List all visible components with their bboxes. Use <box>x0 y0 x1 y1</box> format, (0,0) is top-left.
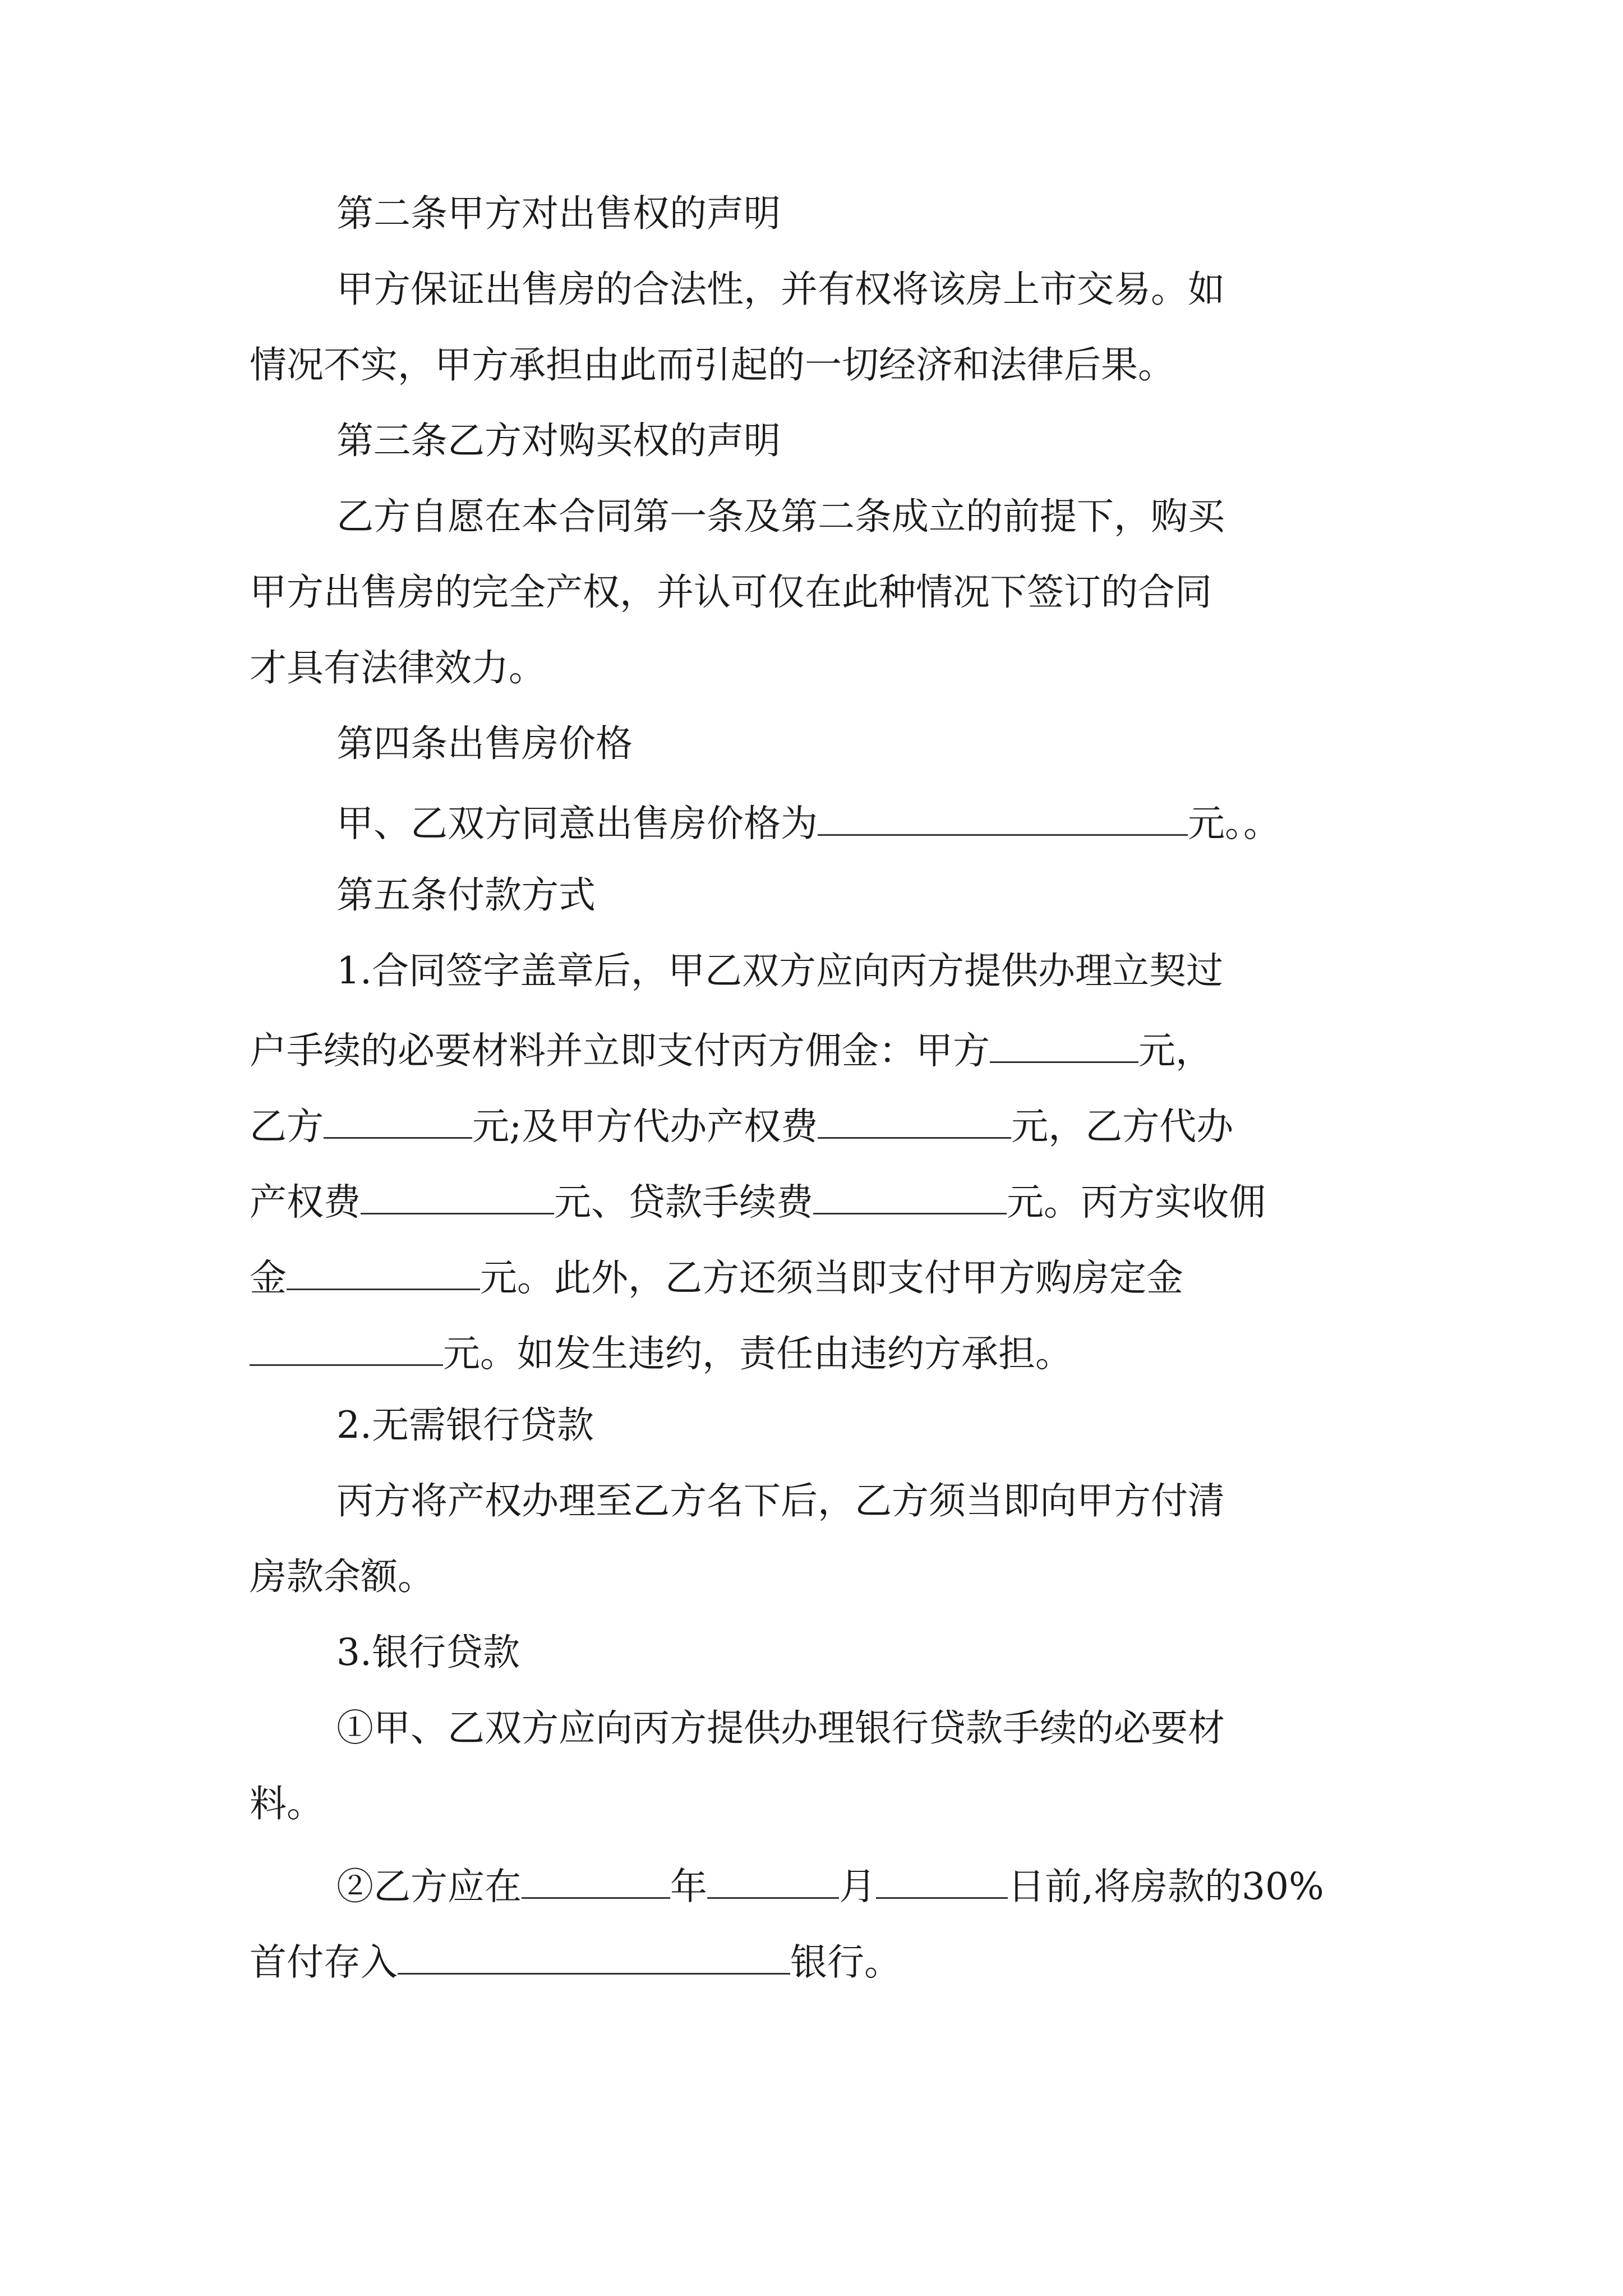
text-line-art5-item3-2a <box>336 1864 1623 1908</box>
text-line-art3-heading <box>336 419 1623 462</box>
text-segment: 乙方自愿在本合同第一条及第二条成立的前提下，购买 <box>336 495 1225 538</box>
text-segment: 首付存入 <box>250 1940 398 1984</box>
text-line-art5-item2-2 <box>250 1555 1623 1598</box>
text-line-art3-body-1 <box>336 495 1623 538</box>
text-segment: 3.银行贷款 <box>336 1631 520 1674</box>
text-segment: 年 <box>670 1865 707 1908</box>
text-segment: 乙方 <box>250 1105 324 1148</box>
fill-in-blank <box>361 1180 554 1214</box>
text-line-art2-body-1 <box>336 268 1623 311</box>
fill-in-blank <box>813 1180 1007 1214</box>
text-segment: 元。。 <box>1188 802 1280 845</box>
text-line-art5-item1-5 <box>250 1255 1623 1300</box>
text-segment: 元，乙方代办 <box>1011 1105 1234 1148</box>
text-segment: 元、贷款手续费 <box>554 1180 813 1224</box>
text-segment: 丙方将产权办理至乙方名下后，乙方须当即向甲方付清 <box>336 1479 1225 1522</box>
fill-in-blank <box>398 1940 790 1975</box>
text-segment: 元。此外，乙方还须当即支付甲方购房定金 <box>480 1256 1183 1300</box>
text-segment: 第三条乙方对购买权的声明 <box>336 419 781 462</box>
text-line-art4-heading <box>336 722 1623 765</box>
text-segment: 甲方保证出售房的合法性，并有权将该房上市交易。如 <box>336 268 1225 311</box>
fill-in-blank <box>818 801 1188 836</box>
text-line-art3-body-2 <box>250 570 1623 614</box>
text-segment: 第二条甲方对出售权的声明 <box>336 192 781 235</box>
text-segment: 元;及甲方代办产权费 <box>472 1105 818 1148</box>
text-segment: 元。丙方实收佣 <box>1007 1180 1266 1224</box>
text-line-art5-item1-4 <box>250 1180 1623 1224</box>
fill-in-blank <box>522 1864 670 1899</box>
text-segment: ②乙方应在 <box>336 1865 522 1908</box>
text-segment: 房款余额。 <box>250 1555 435 1598</box>
text-line-art5-item3-h <box>336 1631 1623 1674</box>
text-line-art5-item1-1 <box>336 949 1623 992</box>
text-line-art5-item2-1 <box>336 1479 1623 1522</box>
text-line-art5-item1-2 <box>250 1028 1623 1073</box>
text-segment: 元， <box>1138 1029 1212 1073</box>
text-segment: 1.合同签字盖章后，甲乙双方应向丙方提供办理立契过 <box>336 949 1223 992</box>
text-segment: 情况不实，甲方承担由此而引起的一切经济和法律后果。 <box>250 343 1175 386</box>
text-segment: 元。如发生违约，责任由违约方承担。 <box>443 1332 1072 1375</box>
text-line-art5-item3-1a <box>336 1706 1623 1750</box>
text-segment: 2.无需银行贷款 <box>336 1404 594 1447</box>
text-line-art4-body-1 <box>336 801 1623 845</box>
text-segment: 户手续的必要材料并立即支付丙方佣金：甲方 <box>250 1029 990 1073</box>
text-segment: 才具有法律效力。 <box>250 646 546 689</box>
text-segment: 料。 <box>250 1782 324 1825</box>
text-segment: 产权费 <box>250 1180 361 1224</box>
text-line-art5-item3-1b <box>250 1782 1623 1825</box>
text-line-art5-item1-6 <box>250 1331 1623 1375</box>
fill-in-blank <box>287 1255 480 1290</box>
text-segment: 第四条出售房价格 <box>336 722 633 765</box>
text-segment: 甲、乙双方同意出售房价格为 <box>336 802 818 845</box>
text-line-art5-item2-h <box>336 1404 1623 1447</box>
text-segment: 月 <box>839 1865 876 1908</box>
text-segment: 第五条付款方式 <box>336 873 596 917</box>
text-segment: 日前,将房款的30% <box>1008 1865 1324 1908</box>
text-line-art2-body-2 <box>250 343 1623 386</box>
text-segment: 银行。 <box>790 1940 901 1984</box>
fill-in-blank <box>250 1331 443 1366</box>
text-line-art5-item3-2b <box>250 1940 1623 1984</box>
fill-in-blank <box>324 1104 472 1139</box>
text-line-art5-heading <box>336 873 1623 917</box>
text-line-art5-item1-3 <box>250 1104 1623 1148</box>
text-segment: 金 <box>250 1256 287 1300</box>
fill-in-blank <box>707 1864 839 1899</box>
fill-in-blank <box>876 1864 1008 1899</box>
fill-in-blank <box>990 1028 1138 1063</box>
text-line-art2-heading <box>336 192 1623 235</box>
text-segment: 甲方出售房的完全产权，并认可仅在此种情况下签订的合同 <box>250 570 1212 614</box>
text-line-art3-body-3 <box>250 646 1623 689</box>
text-segment: ①甲、乙双方应向丙方提供办理银行贷款手续的必要材 <box>336 1706 1225 1750</box>
fill-in-blank <box>818 1104 1011 1139</box>
